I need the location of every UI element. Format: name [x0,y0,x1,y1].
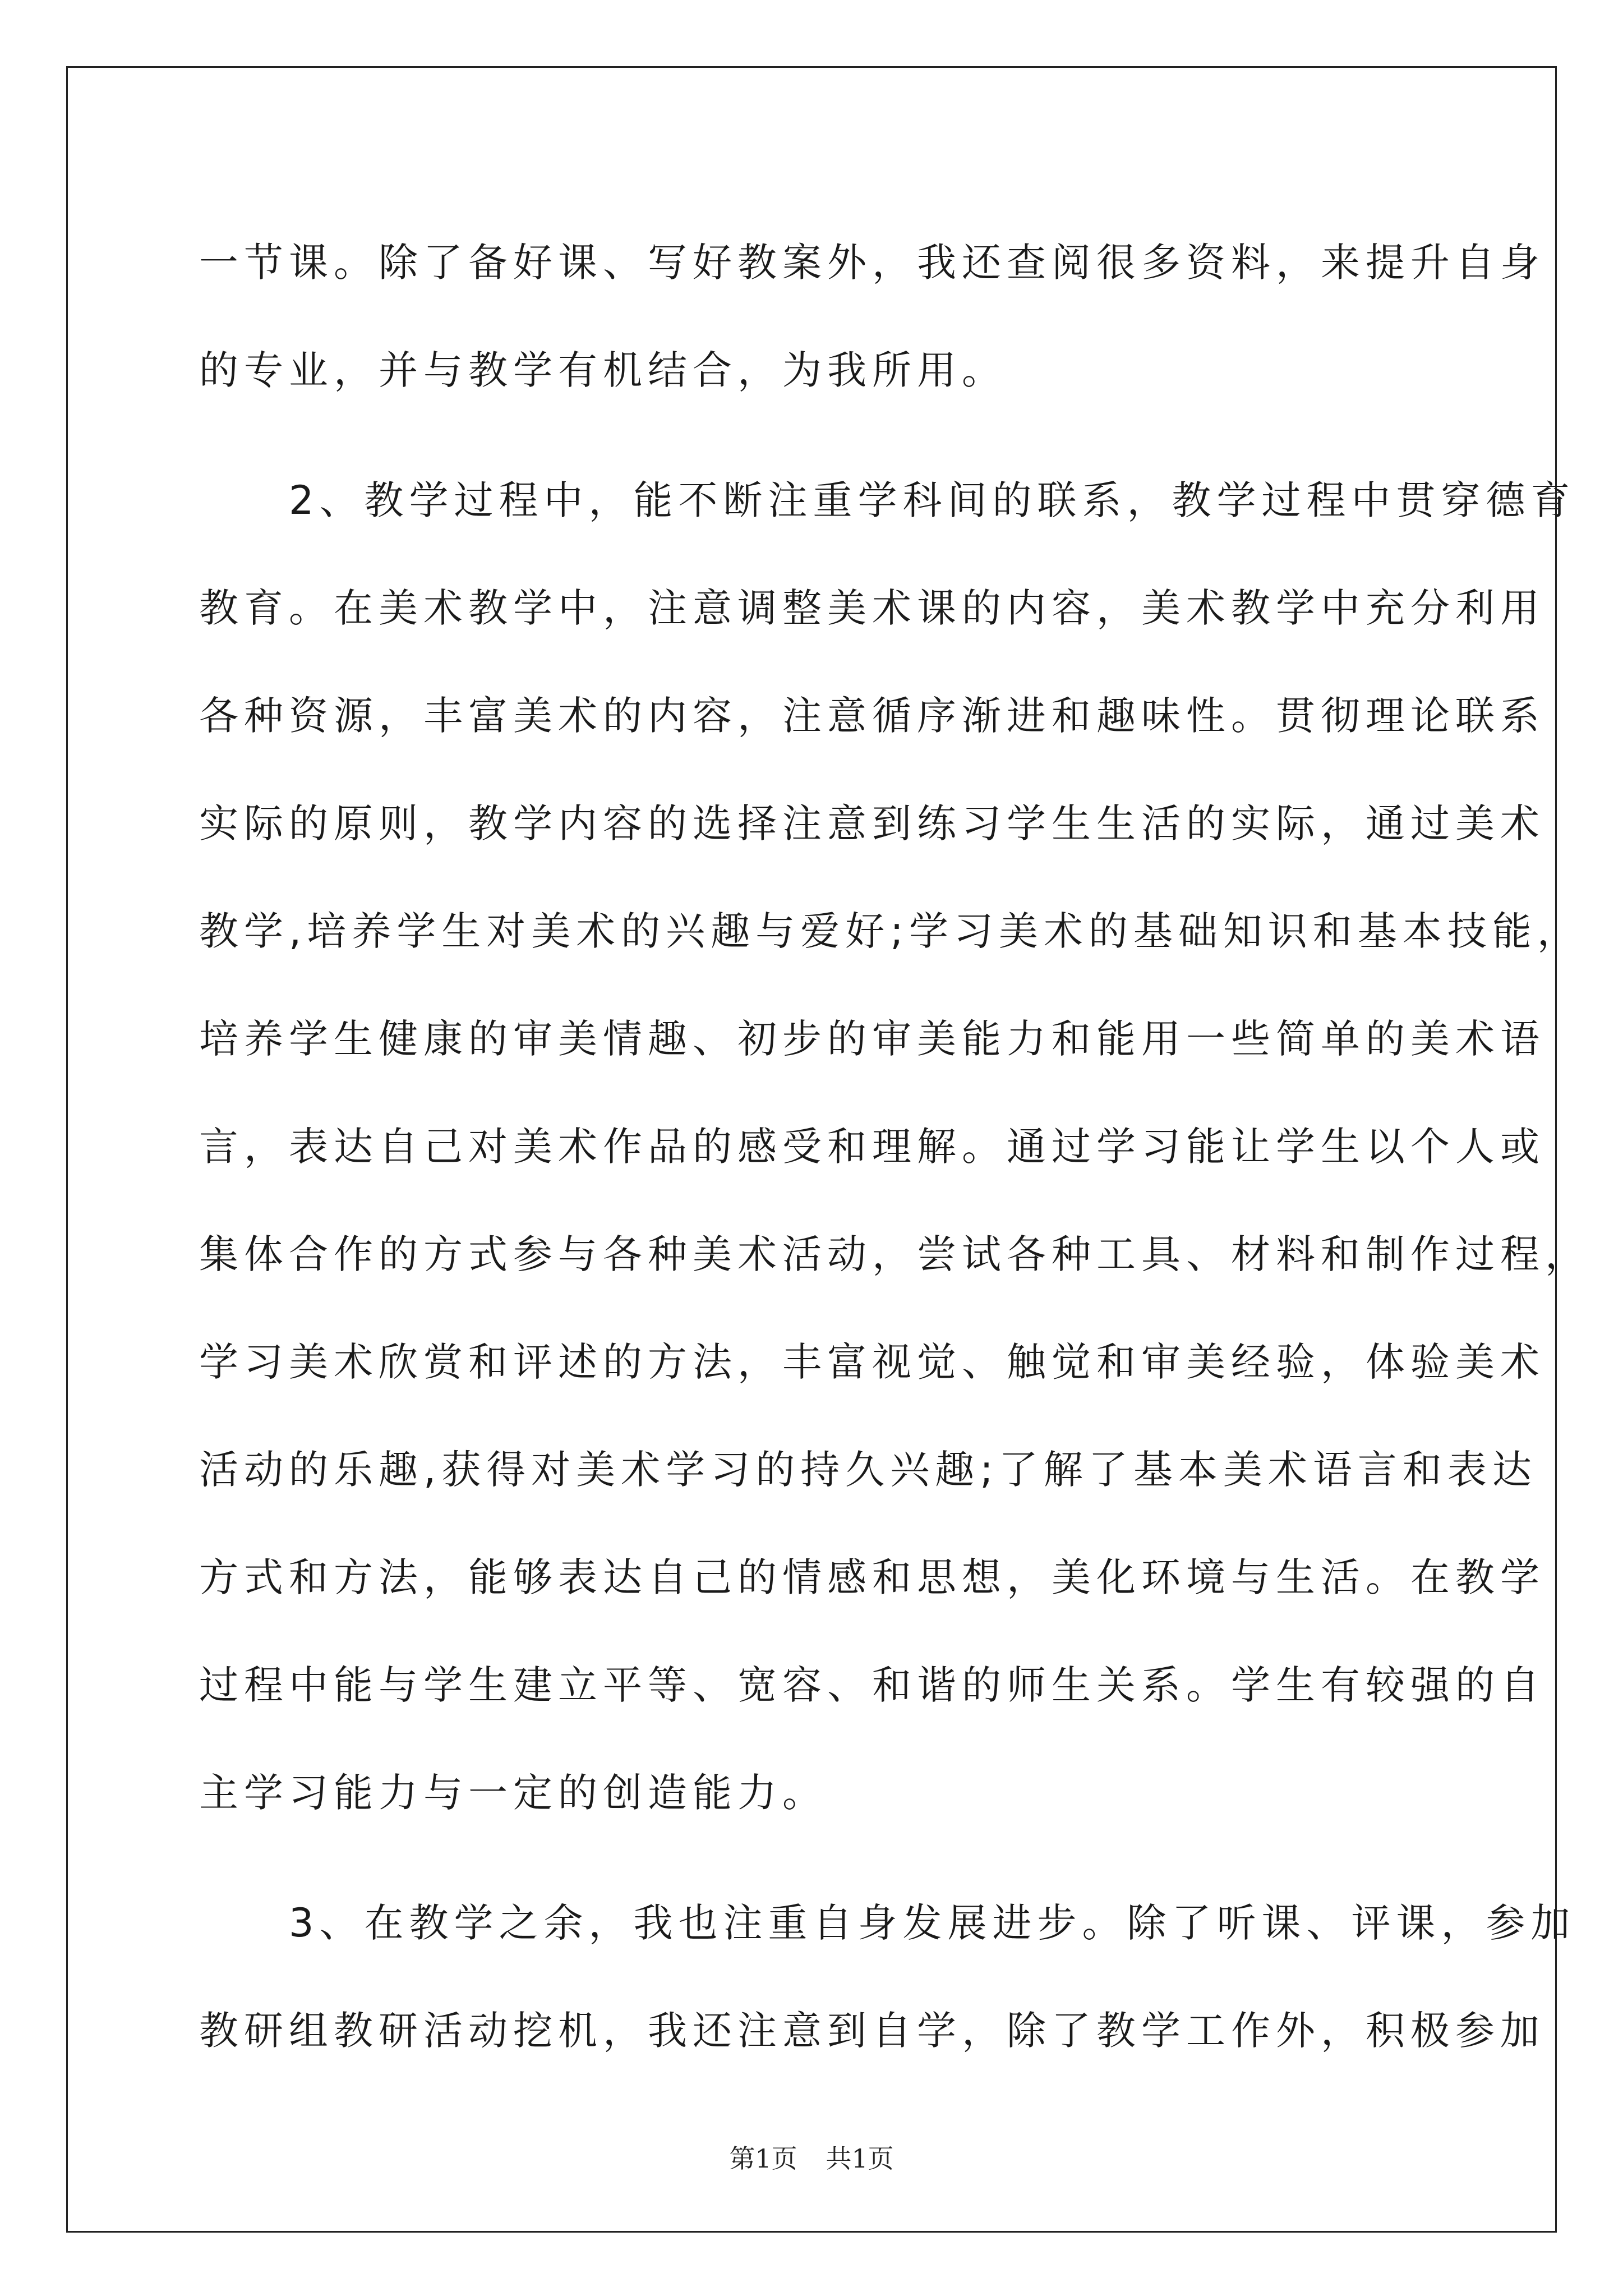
text-line: 一节课。除了备好课、写好教案外，我还查阅很多资料，来提升自身 [199,240,1545,286]
paragraph-1 [199,209,1545,424]
page-footer [0,2138,1623,2175]
text-line: 主学习能力与一定的创造能力。 [199,1770,827,1816]
text-line: 过程中能与学生建立平等、宽容、和谐的师生关系。学生有较强的自 [199,1662,1545,1708]
paragraph-3 [199,1869,1576,2085]
page-number: 第1页 [729,2143,797,2174]
paragraph-2 [199,447,1590,1847]
text-line: 2、教学过程中，能不断注重学科间的联系，教学过程中贯穿德育 [199,477,1576,523]
text-line: 学习美术欣赏和评述的方法，丰富视觉、触觉和审美经验，体验美术 [199,1339,1545,1385]
text-line: 教学,培养学生对美术的兴趣与爱好;学习美术的基础知识和基本技能， [199,908,1582,954]
text-line: 实际的原则，教学内容的选择注意到练习学生生活的实际，通过美术 [199,800,1545,846]
text-line: 教育。在美术教学中，注意调整美术课的内容，美术教学中充分利用 [199,585,1545,631]
text-line: 方式和方法，能够表达自己的情感和思想，美化环境与生活。在教学 [199,1554,1545,1600]
text-line: 3、在教学之余，我也注重自身发展进步。除了听课、评课，参加 [199,1900,1576,1946]
text-line: 的专业，并与教学有机结合，为我所用。 [199,347,1007,393]
text-line: 活动的乐趣,获得对美术学习的持久兴趣;了解了基本美术语言和表达 [199,1447,1537,1493]
document-body [199,209,1590,2107]
text-line: 言，表达自己对美术作品的感受和理解。通过学习能让学生以个人或 [199,1124,1545,1170]
text-line: 培养学生健康的审美情趣、初步的审美能力和能用一些简单的美术语 [199,1016,1545,1062]
text-line: 教研组教研活动挖机，我还注意到自学，除了教学工作外，积极参加 [199,2008,1545,2054]
text-line: 集体合作的方式参与各种美术活动，尝试各种工具、材料和制作过程， [199,1231,1590,1277]
text-line: 各种资源，丰富美术的内容，注意循序渐进和趣味性。贯彻理论联系 [199,693,1545,739]
page-total: 共1页 [826,2143,894,2174]
